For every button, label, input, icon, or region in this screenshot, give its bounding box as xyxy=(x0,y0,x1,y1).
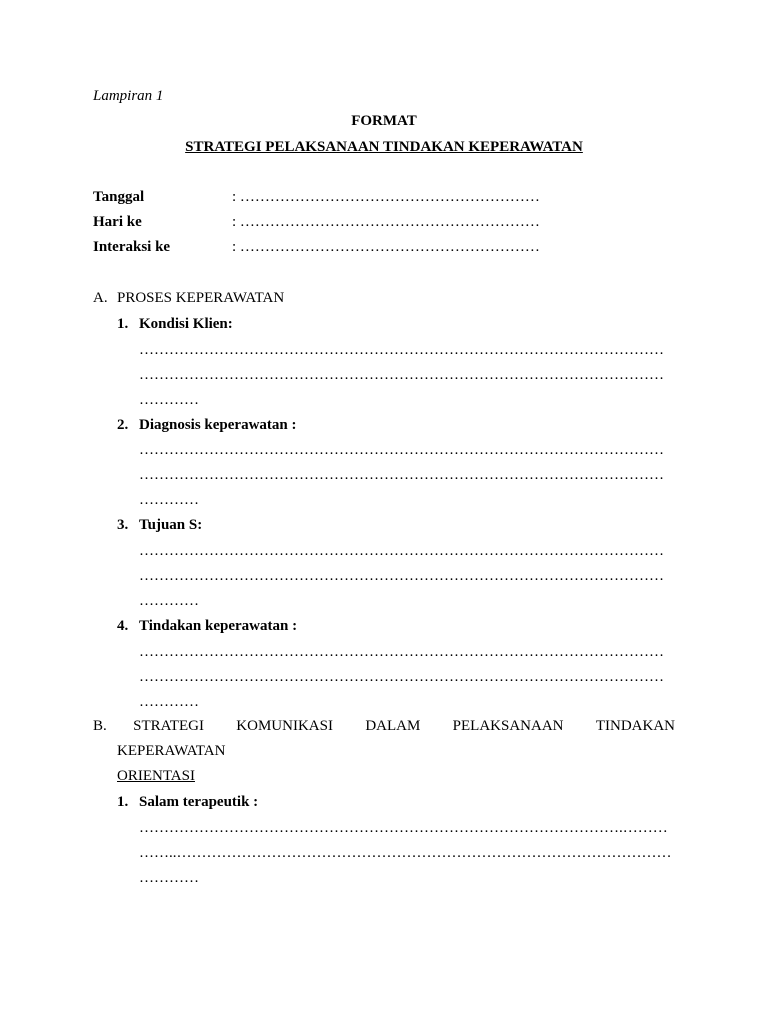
section-b-word: PELAKSANAAN xyxy=(452,718,564,734)
section-a-marker: A. xyxy=(93,290,108,306)
field-value: : …………………………………………………… xyxy=(232,214,540,230)
section-a-title: PROSES KEPERAWATAN xyxy=(117,290,285,306)
field-value: : …………………………………………………… xyxy=(232,239,540,255)
item-label-diagnosis: Diagnosis keperawatan : xyxy=(139,417,297,433)
dotted-line: ………… xyxy=(139,392,199,408)
item-number: 1. xyxy=(117,794,129,810)
page-subtitle: STRATEGI PELAKSANAAN TINDAKAN KEPERAWATAN xyxy=(185,139,583,155)
dotted-line: ……..……………………………………………………………………………………… xyxy=(139,845,672,861)
dotted-line: …………………………………………………………………………………………… xyxy=(139,543,664,559)
dotted-line: …………………………………………………………………………………………… xyxy=(139,442,664,458)
dotted-line: …………………………………………………………………………………….……… xyxy=(139,820,668,836)
section-b-word: DALAM xyxy=(365,718,421,734)
section-b-word: KOMUNIKASI xyxy=(236,718,333,734)
dotted-line: …………………………………………………………………………………………… xyxy=(139,467,664,483)
item-number: 1. xyxy=(117,316,129,332)
dotted-line: ………… xyxy=(139,870,199,886)
item-number: 2. xyxy=(117,417,129,433)
item-label-kondisi-klien: Kondisi Klien: xyxy=(139,316,233,332)
section-b-marker: B. xyxy=(93,718,107,734)
lampiran-label: Lampiran 1 xyxy=(93,88,164,104)
dotted-line: …………………………………………………………………………………………… xyxy=(139,568,664,584)
dotted-line: …………………………………………………………………………………………… xyxy=(139,342,664,358)
dotted-line: …………………………………………………………………………………………… xyxy=(139,644,664,660)
field-label: Interaksi ke xyxy=(93,239,171,255)
dotted-line: ………… xyxy=(139,593,199,609)
page-title: FORMAT xyxy=(351,113,417,129)
section-b-word: TINDAKAN xyxy=(595,718,675,734)
section-b-heading xyxy=(93,717,675,735)
section-b-title-line2: KEPERAWATAN xyxy=(117,743,226,759)
item-label-tindakan: Tindakan keperawatan : xyxy=(139,618,298,634)
field-value: : …………………………………………………… xyxy=(232,189,540,205)
dotted-line: …………………………………………………………………………………………… xyxy=(139,367,664,383)
item-number: 4. xyxy=(117,618,129,634)
dotted-line: …………………………………………………………………………………………… xyxy=(139,669,664,685)
item-label-salam-terapeutik: Salam terapeutik : xyxy=(139,794,259,810)
field-label: Tanggal xyxy=(93,189,145,205)
field-label: Hari ke xyxy=(93,214,142,230)
dotted-line: ………… xyxy=(139,492,199,508)
orientasi-heading: ORIENTASI xyxy=(117,768,195,784)
dotted-line: ………… xyxy=(139,694,199,710)
item-number: 3. xyxy=(117,517,129,533)
item-label-tujuan: Tujuan S: xyxy=(139,517,203,533)
section-b-word: STRATEGI xyxy=(133,718,204,734)
